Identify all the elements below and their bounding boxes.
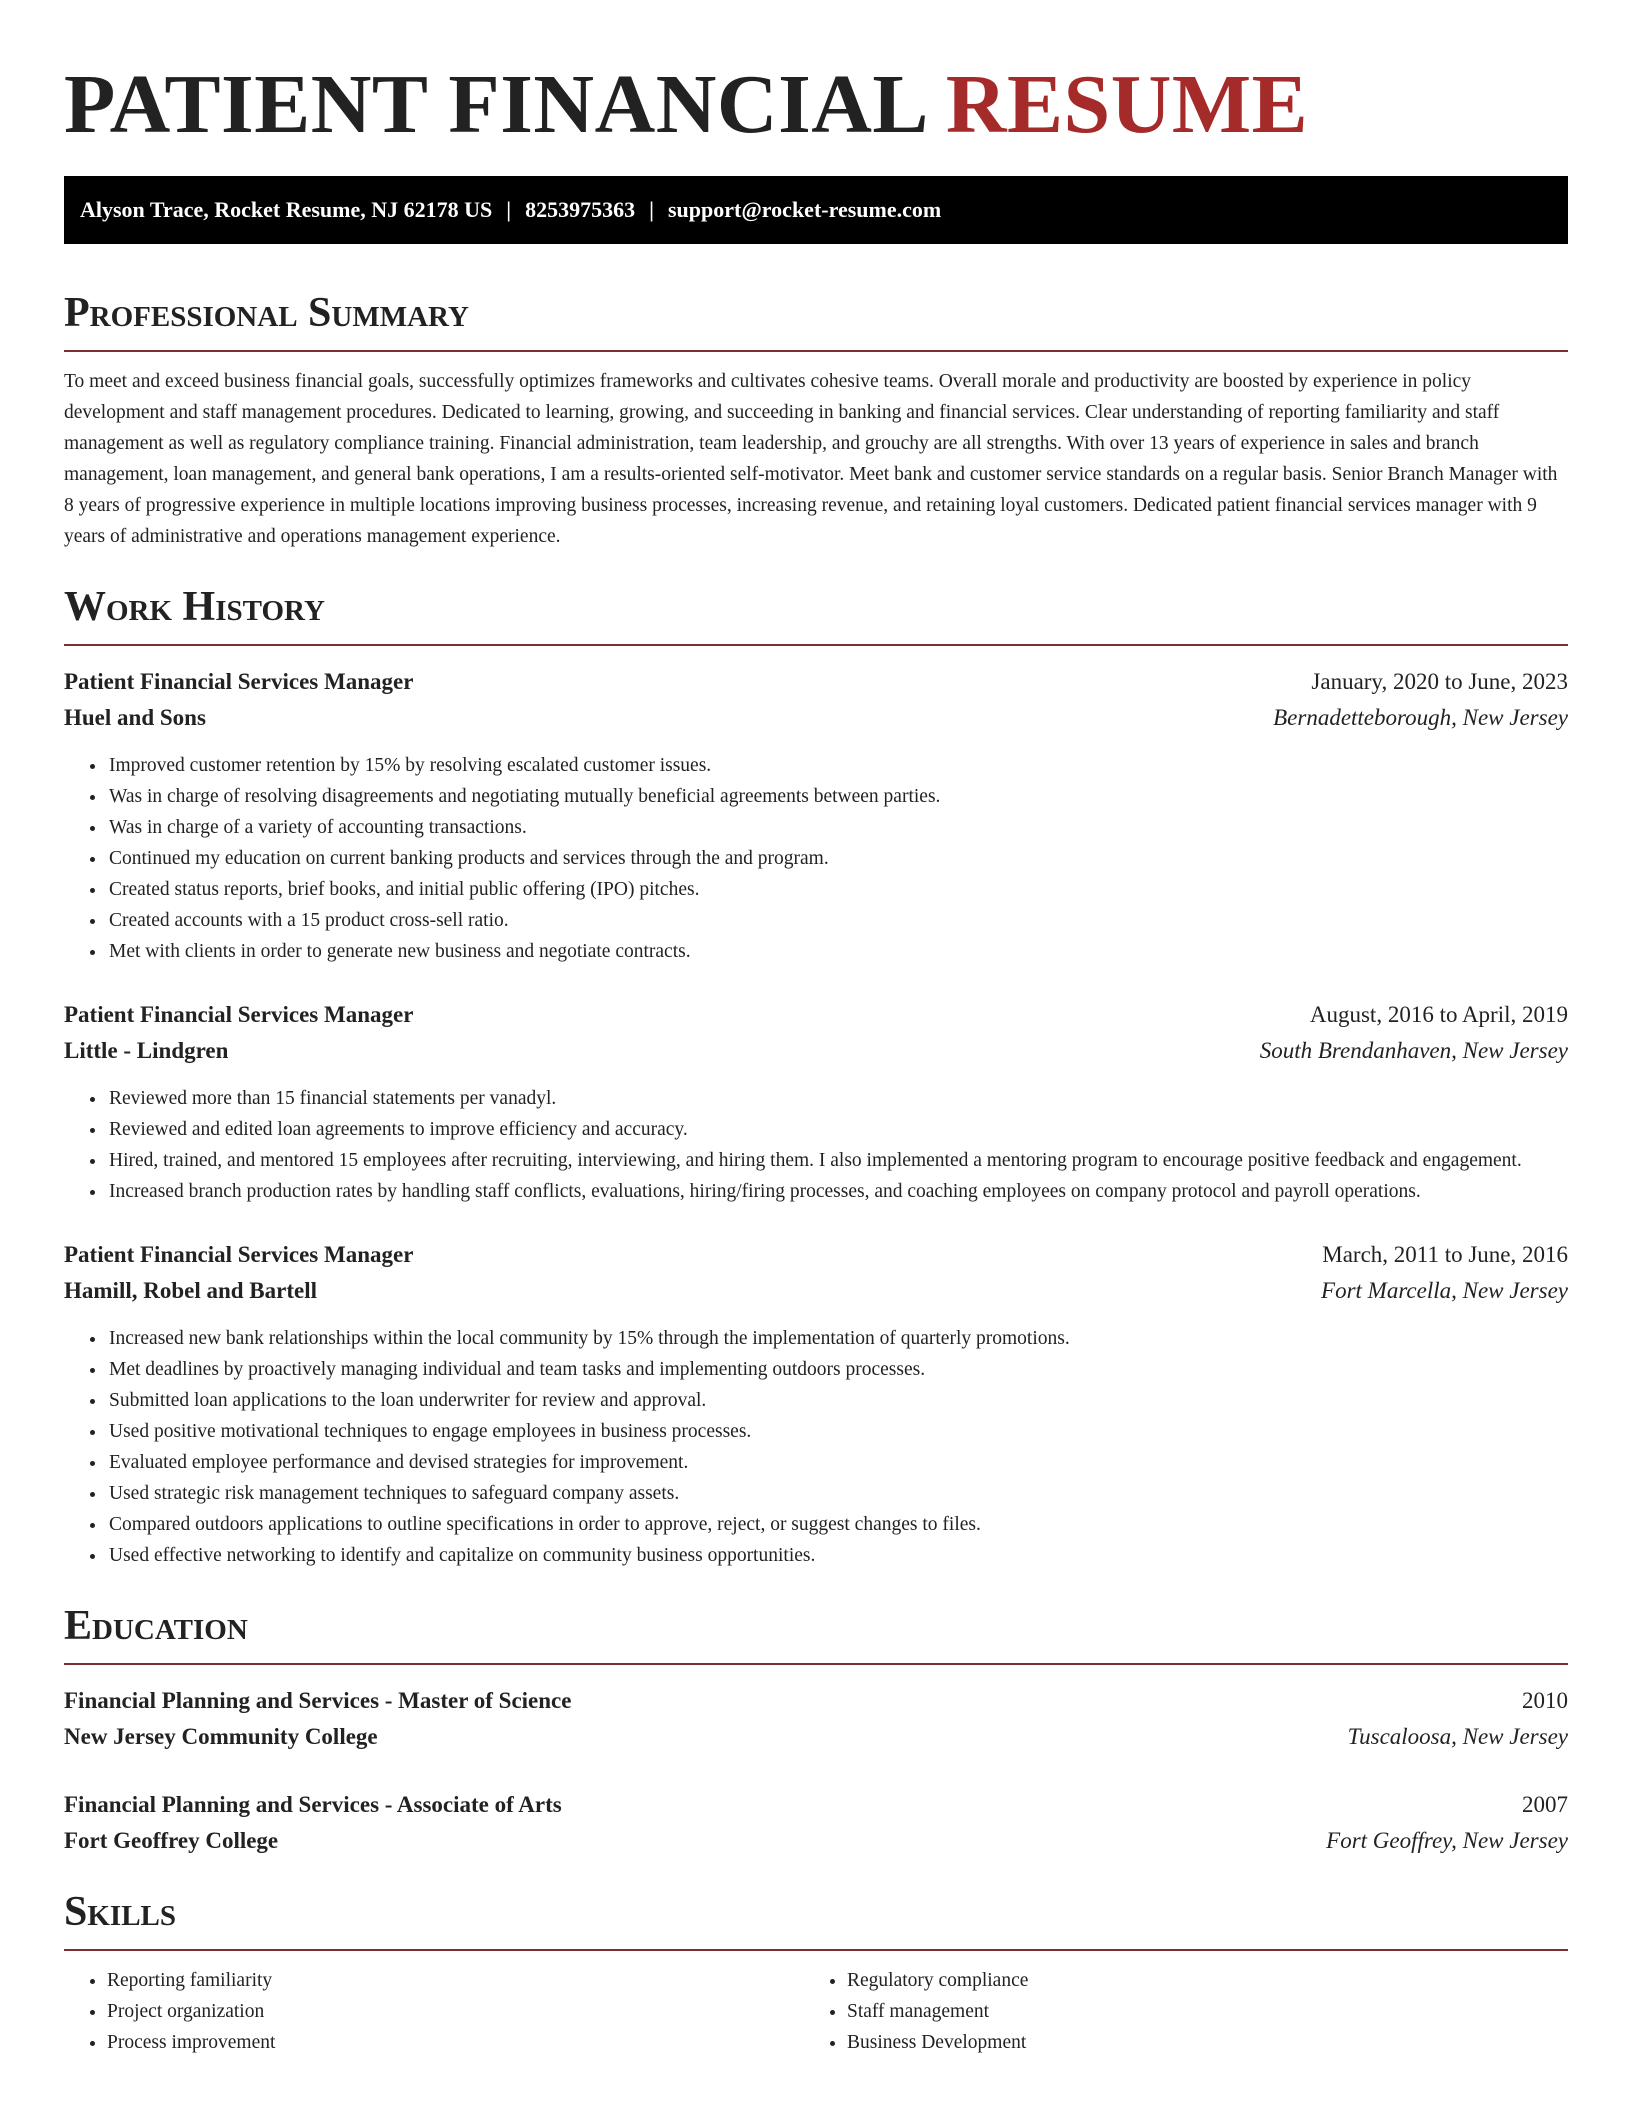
contact-separator: |: [506, 197, 512, 222]
title-main: PATIENT FINANCIAL: [64, 58, 925, 151]
job-bullet: • Reviewed more than 15 financial statements per vanadyl.: [107, 1083, 1568, 1114]
education-entry: [64, 1683, 1568, 1755]
skill-item: • Business Development: [847, 2027, 1544, 2058]
job-bullet: • Increased branch production rates by handling staff conflicts, evaluations, hiring/firing processes, and coaching employees on company protocol and payroll operations.: [107, 1176, 1568, 1207]
education-school: New Jersey Community College: [64, 1724, 378, 1749]
skill-item: • Staff management: [847, 1996, 1544, 2027]
job-bullet: • Compared outdoors applications to outline specifications in order to approve, reject, or suggest changes to files.: [107, 1509, 1568, 1540]
job-bullet: • Used positive motivational techniques to engage employees in business processes.: [107, 1416, 1568, 1447]
job-location: Fort Marcella, New Jersey: [1321, 1278, 1568, 1303]
job-bullets: [64, 750, 1568, 967]
job-bullet: • Continued my education on current banking products and services through the and program.: [107, 843, 1568, 874]
resume-title: [64, 58, 1568, 152]
skills-list: [64, 1965, 804, 2058]
section-heading-skills: Skills: [64, 1887, 1568, 1951]
section-heading-work-history: Work History: [64, 582, 1568, 646]
education-school-row: [64, 1719, 1568, 1755]
job-bullet: • Was in charge of resolving disagreements and negotiating mutually beneficial agreements between parties.: [107, 781, 1568, 812]
job-bullets: [64, 1323, 1568, 1571]
job-location: Bernadetteborough, New Jersey: [1273, 705, 1568, 730]
job-bullet: • Met with clients in order to generate new business and negotiate contracts.: [107, 936, 1568, 967]
education-degree-row: [64, 1683, 1568, 1719]
job-company: Little - Lindgren: [64, 1038, 229, 1063]
section-heading-summary: Professional Summary: [64, 288, 1568, 352]
section-heading-education: Education: [64, 1601, 1568, 1665]
contact-separator: |: [649, 197, 654, 222]
education-location: Fort Geoffrey, New Jersey: [1326, 1828, 1568, 1853]
skill-item: • Project organization: [107, 1996, 804, 2027]
education-degree-row: [64, 1787, 1568, 1823]
job-bullet: • Used effective networking to identify and capitalize on community business opportunities.: [107, 1540, 1568, 1571]
job-title: Patient Financial Services Manager: [64, 669, 414, 694]
job-bullet: • Reviewed and edited loan agreements to improve efficiency and accuracy.: [107, 1114, 1568, 1145]
job-dates: March, 2011 to June, 2016: [1322, 1242, 1568, 1267]
education-year: 2010: [1522, 1688, 1568, 1713]
job-company-row: [64, 700, 1568, 736]
education-degree: Financial Planning and Services - Associate of Arts: [64, 1792, 562, 1817]
skills-grid: [64, 1965, 1568, 2058]
job-title-row: [64, 997, 1568, 1033]
job-bullet: • Submitted loan applications to the loan underwriter for review and approval.: [107, 1385, 1568, 1416]
job-company: Huel and Sons: [64, 705, 206, 730]
resume-content: [64, 58, 1568, 2058]
education-school-row: [64, 1823, 1568, 1859]
job-dates: August, 2016 to April, 2019: [1309, 1002, 1568, 1027]
job-bullet: • Improved customer retention by 15% by resolving escalated customer issues.: [107, 750, 1568, 781]
job-dates: January, 2020 to June, 2023: [1311, 669, 1568, 694]
job-bullet: • Was in charge of a variety of accounting transactions.: [107, 812, 1568, 843]
job-location: South Brendanhaven, New Jersey: [1259, 1038, 1568, 1063]
education-year: 2007: [1522, 1792, 1568, 1817]
job-bullet: • Evaluated employee performance and devised strategies for improvement.: [107, 1447, 1568, 1478]
job-entry: [64, 1237, 1568, 1571]
skill-item: • Regulatory compliance: [847, 1965, 1544, 1996]
title-accent: RESUME: [945, 58, 1309, 151]
job-company-row: [64, 1273, 1568, 1309]
job-bullet: • Created accounts with a 15 product cross-sell ratio.: [107, 905, 1568, 936]
job-bullets: [64, 1083, 1568, 1207]
education-school: Fort Geoffrey College: [64, 1828, 279, 1853]
skill-item: • Reporting familiarity: [107, 1965, 804, 1996]
job-bullet: • Increased new bank relationships within the local community by 15% through the implementation of quarterly promotions.: [107, 1323, 1568, 1354]
contact-bar: [64, 176, 1568, 244]
skill-item: • Process improvement: [107, 2027, 804, 2058]
contact-phone: 8253975363: [525, 197, 636, 222]
job-title-row: [64, 664, 1568, 700]
skills-list: [804, 1965, 1544, 2058]
job-title: Patient Financial Services Manager: [64, 1242, 414, 1267]
job-company: Hamill, Robel and Bartell: [64, 1278, 317, 1303]
summary-text: To meet and exceed business financial goals, successfully optimizes frameworks and cultivates cohesive teams. Overall morale and productivity are boosted by experience in policy development and staff management procedures. Dedicated to learning, growing, and succeeding in banking and financial services. Clear understanding of reporting familiarity and staff management as well as regulatory compliance training. Financial administration, team leadership, and grouchy are all strengths. With over 13 years of experience in sales and branch management, loan management, and general bank operations, I am a results-oriented self-motivator. Meet bank and customer service standards on a regular basis. Senior Branch Manager with 8 years of progressive experience in multiple locations improving business processes, increasing revenue, and retaining loyal customers. Dedicated patient financial services manager with 9 years of administrative and operations management experience.: [64, 371, 1558, 547]
skills-column-right: [804, 1965, 1544, 2058]
education-degree: Financial Planning and Services - Master of Science: [64, 1688, 572, 1713]
job-bullet: • Used strategic risk management techniques to safeguard company assets.: [107, 1478, 1568, 1509]
job-bullet: • Hired, trained, and mentored 15 employees after recruiting, interviewing, and hiring them. I also implemented a mentoring program to encourage positive feedback and engagement.: [107, 1145, 1568, 1176]
skills-column-left: [64, 1965, 804, 2058]
job-title-row: [64, 1237, 1568, 1273]
contact-email[interactable]: support@rocket-resume.com: [667, 197, 942, 222]
job-title: Patient Financial Services Manager: [64, 1002, 414, 1027]
job-company-row: [64, 1033, 1568, 1069]
contact-address: Alyson Trace, Rocket Resume, NJ 62178 US: [80, 197, 493, 222]
job-bullet: • Met deadlines by proactively managing individual and team tasks and implementing outdoors processes.: [107, 1354, 1568, 1385]
job-entry: [64, 997, 1568, 1207]
education-entry: [64, 1787, 1568, 1859]
job-bullet: • Created status reports, brief books, and initial public offering (IPO) pitches.: [107, 874, 1568, 905]
job-entry: [64, 664, 1568, 967]
education-location: Tuscaloosa, New Jersey: [1347, 1724, 1568, 1749]
